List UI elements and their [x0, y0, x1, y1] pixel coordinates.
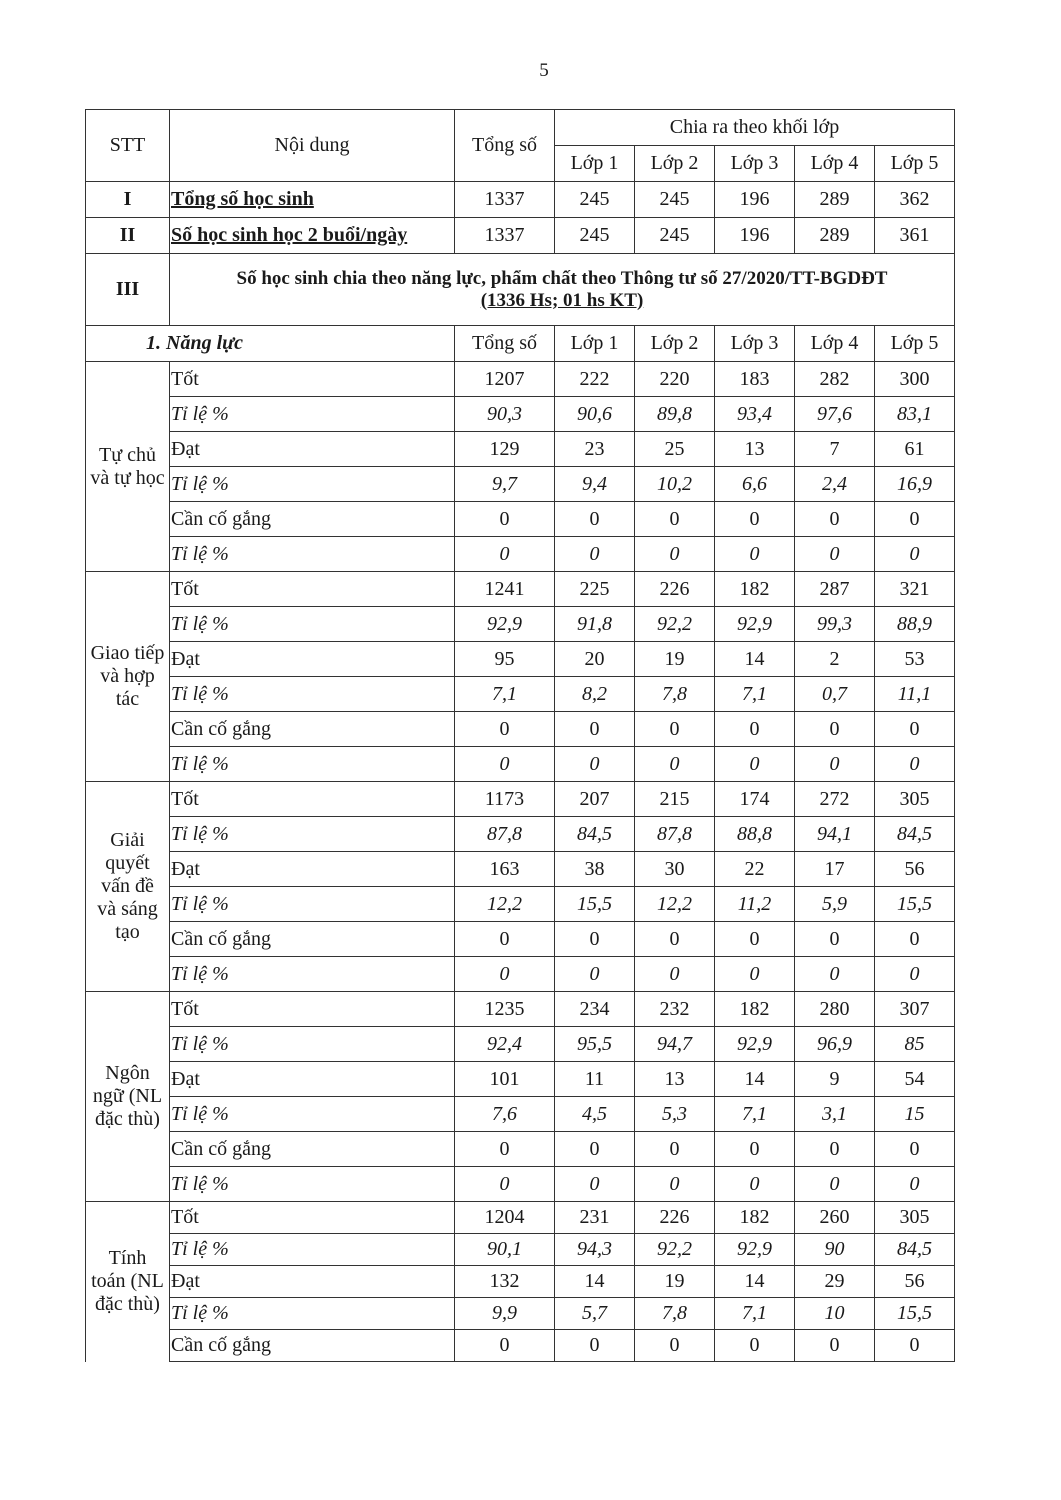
competency-row: [86, 957, 955, 992]
criterion-grade-value: 2: [795, 642, 875, 677]
competency-row: [86, 362, 955, 397]
competency-row: [86, 1234, 955, 1266]
criterion-grade-value: 0: [635, 747, 715, 782]
criterion-grade-value: 226: [635, 1202, 715, 1234]
criterion-grade-value: 7,1: [715, 677, 795, 712]
criterion-grade-value: 183: [715, 362, 795, 397]
criterion-grade-value: 0: [715, 712, 795, 747]
criterion-grade-value: 0: [875, 502, 955, 537]
criterion-grade-value: 84,5: [555, 817, 635, 852]
criterion-grade-value: 0: [635, 1167, 715, 1202]
criterion-grade-value: 53: [875, 642, 955, 677]
competency-group-name-line: Ngôn: [105, 1062, 150, 1084]
criterion-grade-value: 56: [875, 1266, 955, 1298]
criterion-grade-value: 0: [715, 502, 795, 537]
competency-group-name-line: đặc thù): [95, 1293, 160, 1316]
summary-row: [86, 182, 955, 218]
competency-row: [86, 397, 955, 432]
criterion-total: 95: [455, 642, 555, 677]
criterion-grade-value: 4,5: [555, 1097, 635, 1132]
competency-row: [86, 1266, 955, 1298]
criterion-grade-value: 61: [875, 432, 955, 467]
criterion-total: 0: [455, 1167, 555, 1202]
competency-row: [86, 1097, 955, 1132]
criterion-grade-value: 215: [635, 782, 715, 817]
competency-row: [86, 432, 955, 467]
competency-group-name-line: ngữ (NL: [92, 1085, 163, 1107]
criterion-total: 1241: [455, 572, 555, 607]
criterion-grade-value: 10,2: [635, 467, 715, 502]
competency-group-name: [86, 992, 170, 1202]
criterion-grade-value: 0: [875, 1330, 955, 1362]
criterion-label: Tốt: [170, 992, 455, 1027]
criterion-grade-value: 15: [875, 1097, 955, 1132]
criterion-grade-value: 207: [555, 782, 635, 817]
criterion-label: Tỉ lệ %: [170, 537, 455, 572]
criterion-grade-value: 0: [875, 1132, 955, 1167]
row-label: Tổng số học sinh: [170, 182, 455, 218]
section-iii-title: [170, 254, 955, 326]
criterion-grade-value: 8,2: [555, 677, 635, 712]
criterion-grade-value: 232: [635, 992, 715, 1027]
criterion-grade-value: 0: [875, 957, 955, 992]
section-iii-title-line1: Số học sinh chia theo năng lực, phẩm chất theo Thông tư số 27/2020/TT-BGDĐT: [236, 267, 888, 289]
subsection-grade-header: Lớp 1: [555, 326, 635, 362]
criterion-total: 12,2: [455, 887, 555, 922]
criterion-label: Tỉ lệ %: [170, 1027, 455, 1062]
competency-row: [86, 852, 955, 887]
criterion-label: Tỉ lệ %: [170, 467, 455, 502]
row-stt: I: [86, 182, 170, 218]
criterion-label: Tỉ lệ %: [170, 397, 455, 432]
competency-group-name-line: Tự chủ: [99, 443, 156, 466]
row-value: 245: [635, 182, 715, 218]
criterion-grade-value: 0: [715, 747, 795, 782]
criterion-grade-value: 0: [635, 537, 715, 572]
competency-group-name-line: và sáng: [97, 898, 158, 920]
criterion-total: 87,8: [455, 817, 555, 852]
competency-group-name-line: tạo: [115, 921, 140, 943]
criterion-grade-value: 12,2: [635, 887, 715, 922]
criterion-label: Cần cố gắng: [170, 1330, 455, 1362]
criterion-grade-value: 7,8: [635, 1298, 715, 1330]
criterion-grade-value: 220: [635, 362, 715, 397]
competency-row: [86, 642, 955, 677]
competency-row: [86, 747, 955, 782]
row-value: 289: [795, 218, 875, 254]
competency-row: [86, 712, 955, 747]
criterion-grade-value: 305: [875, 1202, 955, 1234]
criterion-total: 0: [455, 1132, 555, 1167]
competency-row: [86, 1062, 955, 1097]
criterion-grade-value: 5,9: [795, 887, 875, 922]
criterion-label: Tỉ lệ %: [170, 1298, 455, 1330]
criterion-grade-value: 0: [715, 1167, 795, 1202]
criterion-grade-value: 0: [555, 747, 635, 782]
competency-row: [86, 572, 955, 607]
competency-group-name-line: và tự học: [90, 466, 165, 489]
criterion-grade-value: 92,9: [715, 607, 795, 642]
criterion-grade-value: 14: [555, 1266, 635, 1298]
criterion-grade-value: 19: [635, 642, 715, 677]
criterion-grade-value: 11: [555, 1062, 635, 1097]
criterion-grade-value: 0: [555, 1330, 635, 1362]
criterion-label: Tỉ lệ %: [170, 1097, 455, 1132]
competency-group-name-line: quyết: [105, 852, 150, 874]
competency-row: [86, 1027, 955, 1062]
criterion-grade-value: 0: [795, 502, 875, 537]
criterion-grade-value: 0: [795, 712, 875, 747]
criterion-total: 1235: [455, 992, 555, 1027]
criterion-grade-value: 9,4: [555, 467, 635, 502]
competency-group-name-line: và hợp: [100, 665, 155, 687]
criterion-grade-value: 7,1: [715, 1097, 795, 1132]
criterion-grade-value: 0: [715, 957, 795, 992]
criterion-grade-value: 84,5: [875, 1234, 955, 1266]
header-grade: Lớp 5: [875, 146, 955, 182]
criterion-grade-value: 94,7: [635, 1027, 715, 1062]
criterion-grade-value: 22: [715, 852, 795, 887]
criterion-grade-value: 0: [635, 712, 715, 747]
header-row-1: [86, 110, 955, 146]
header-grade: Lớp 1: [555, 146, 635, 182]
criterion-grade-value: 90,6: [555, 397, 635, 432]
competency-group-name: [86, 362, 170, 572]
criterion-grade-value: 14: [715, 642, 795, 677]
criterion-label: Tốt: [170, 572, 455, 607]
criterion-total: 92,9: [455, 607, 555, 642]
criterion-total: 132: [455, 1266, 555, 1298]
criterion-grade-value: 0: [555, 712, 635, 747]
criterion-grade-value: 0: [875, 1167, 955, 1202]
criterion-label: Cần cố gắng: [170, 502, 455, 537]
section-iii-stt: III: [86, 254, 170, 326]
criterion-grade-value: 29: [795, 1266, 875, 1298]
criterion-grade-value: 0: [795, 957, 875, 992]
criterion-grade-value: 0: [795, 1132, 875, 1167]
header-stt: STT: [86, 110, 170, 182]
competency-row: [86, 817, 955, 852]
criterion-total: 101: [455, 1062, 555, 1097]
criterion-total: 1204: [455, 1202, 555, 1234]
criterion-grade-value: 0: [555, 1167, 635, 1202]
criterion-grade-value: 0: [635, 502, 715, 537]
criterion-grade-value: 0: [555, 1132, 635, 1167]
criterion-total: 92,4: [455, 1027, 555, 1062]
criterion-grade-value: 272: [795, 782, 875, 817]
criterion-label: Đạt: [170, 642, 455, 677]
criterion-grade-value: 9: [795, 1062, 875, 1097]
criterion-grade-value: 87,8: [635, 817, 715, 852]
criterion-label: Tỉ lệ %: [170, 887, 455, 922]
criterion-grade-value: 15,5: [555, 887, 635, 922]
criterion-grade-value: 225: [555, 572, 635, 607]
subsection-label: 1. Năng lực: [86, 326, 455, 362]
subsection-grade-header: Lớp 4: [795, 326, 875, 362]
criterion-total: 0: [455, 747, 555, 782]
criterion-grade-value: 15,5: [875, 1298, 955, 1330]
criterion-label: Đạt: [170, 1266, 455, 1298]
criterion-grade-value: 23: [555, 432, 635, 467]
competency-row: [86, 1330, 955, 1362]
subsection-grade-header: Lớp 2: [635, 326, 715, 362]
criterion-grade-value: 174: [715, 782, 795, 817]
criterion-total: 0: [455, 922, 555, 957]
criterion-grade-value: 92,9: [715, 1027, 795, 1062]
row-total: 1337: [455, 218, 555, 254]
competency-row: [86, 1202, 955, 1234]
criterion-grade-value: 182: [715, 572, 795, 607]
criterion-grade-value: 30: [635, 852, 715, 887]
criterion-grade-value: 0: [875, 747, 955, 782]
criterion-grade-value: 0: [555, 957, 635, 992]
criterion-label: Tỉ lệ %: [170, 747, 455, 782]
criterion-total: 0: [455, 957, 555, 992]
competency-group-name-line: vấn đề: [101, 875, 154, 897]
competency-row: [86, 1298, 955, 1330]
criterion-grade-value: 226: [635, 572, 715, 607]
criterion-grade-value: 89,8: [635, 397, 715, 432]
header-grade: Lớp 2: [635, 146, 715, 182]
criterion-grade-value: 0: [715, 1132, 795, 1167]
criterion-grade-value: 95,5: [555, 1027, 635, 1062]
row-total: 1337: [455, 182, 555, 218]
criterion-grade-value: 6,6: [715, 467, 795, 502]
criterion-grade-value: 231: [555, 1202, 635, 1234]
criterion-grade-value: 90: [795, 1234, 875, 1266]
criterion-grade-value: 93,4: [715, 397, 795, 432]
row-value: 245: [555, 182, 635, 218]
criterion-grade-value: 56: [875, 852, 955, 887]
criterion-grade-value: 14: [715, 1266, 795, 1298]
row-label: Số học sinh học 2 buổi/ngày: [170, 218, 455, 254]
criterion-grade-value: 13: [635, 1062, 715, 1097]
criterion-grade-value: 94,3: [555, 1234, 635, 1266]
criterion-grade-value: 0: [875, 922, 955, 957]
criterion-grade-value: 94,1: [795, 817, 875, 852]
criterion-label: Tốt: [170, 1202, 455, 1234]
criterion-label: Tốt: [170, 782, 455, 817]
criterion-grade-value: 3,1: [795, 1097, 875, 1132]
criterion-grade-value: 0: [795, 1330, 875, 1362]
criterion-grade-value: 11,2: [715, 887, 795, 922]
competency-row: [86, 992, 955, 1027]
criterion-total: 7,6: [455, 1097, 555, 1132]
subsection-grade-header: Lớp 5: [875, 326, 955, 362]
criterion-grade-value: 0: [795, 1167, 875, 1202]
criterion-grade-value: 88,9: [875, 607, 955, 642]
criterion-label: Tỉ lệ %: [170, 957, 455, 992]
row-value: 196: [715, 182, 795, 218]
criterion-total: 1207: [455, 362, 555, 397]
competency-group-name: [86, 572, 170, 782]
header-total: Tổng số: [455, 110, 555, 182]
criterion-grade-value: 85: [875, 1027, 955, 1062]
statistics-table: [85, 109, 955, 1362]
subsection-total-header: Tổng số: [455, 326, 555, 362]
criterion-label: Tỉ lệ %: [170, 1167, 455, 1202]
criterion-grade-value: 300: [875, 362, 955, 397]
criterion-label: Tỉ lệ %: [170, 607, 455, 642]
header-grade: Lớp 3: [715, 146, 795, 182]
criterion-label: Tỉ lệ %: [170, 677, 455, 712]
competency-row: [86, 1132, 955, 1167]
criterion-label: Đạt: [170, 1062, 455, 1097]
criterion-total: 0: [455, 1330, 555, 1362]
criterion-grade-value: 7,1: [715, 1298, 795, 1330]
criterion-grade-value: 234: [555, 992, 635, 1027]
criterion-grade-value: 0: [715, 537, 795, 572]
competency-row: [86, 1167, 955, 1202]
competency-group-name: [86, 782, 170, 992]
criterion-grade-value: 0: [555, 502, 635, 537]
criterion-grade-value: 14: [715, 1062, 795, 1097]
criterion-grade-value: 92,9: [715, 1234, 795, 1266]
criterion-grade-value: 92,2: [635, 607, 715, 642]
criterion-grade-value: 92,2: [635, 1234, 715, 1266]
criterion-grade-value: 307: [875, 992, 955, 1027]
criterion-grade-value: 99,3: [795, 607, 875, 642]
competency-group-name-line: Tính: [108, 1247, 147, 1270]
criterion-grade-value: 16,9: [875, 467, 955, 502]
criterion-grade-value: 5,3: [635, 1097, 715, 1132]
criterion-grade-value: 0: [555, 537, 635, 572]
criterion-grade-value: 88,8: [715, 817, 795, 852]
criterion-grade-value: 305: [875, 782, 955, 817]
criterion-label: Tốt: [170, 362, 455, 397]
criterion-label: Đạt: [170, 432, 455, 467]
row-value: 289: [795, 182, 875, 218]
row-value: 245: [555, 218, 635, 254]
criterion-total: 163: [455, 852, 555, 887]
criterion-grade-value: 0: [795, 537, 875, 572]
criterion-grade-value: 7,8: [635, 677, 715, 712]
criterion-total: 129: [455, 432, 555, 467]
criterion-label: Cần cố gắng: [170, 712, 455, 747]
criterion-total: 0: [455, 502, 555, 537]
criterion-grade-value: 17: [795, 852, 875, 887]
row-value: 245: [635, 218, 715, 254]
header-grade: Lớp 4: [795, 146, 875, 182]
criterion-grade-value: 0: [795, 747, 875, 782]
row-value: 362: [875, 182, 955, 218]
criterion-grade-value: 20: [555, 642, 635, 677]
subsection-grade-header: Lớp 3: [715, 326, 795, 362]
criterion-grade-value: 0: [875, 712, 955, 747]
competency-group-name: [86, 1202, 170, 1362]
competency-row: [86, 607, 955, 642]
criterion-grade-value: 11,1: [875, 677, 955, 712]
criterion-label: Đạt: [170, 852, 455, 887]
competency-row: [86, 537, 955, 572]
criterion-grade-value: 13: [715, 432, 795, 467]
criterion-grade-value: 0: [715, 922, 795, 957]
criterion-grade-value: 10: [795, 1298, 875, 1330]
criterion-grade-value: 15,5: [875, 887, 955, 922]
criterion-total: 1173: [455, 782, 555, 817]
row-stt: II: [86, 218, 170, 254]
header-content: Nội dung: [170, 110, 455, 182]
criterion-grade-value: 0: [635, 957, 715, 992]
criterion-grade-value: 0,7: [795, 677, 875, 712]
criterion-grade-value: 0: [795, 922, 875, 957]
competency-row: [86, 502, 955, 537]
criterion-grade-value: 96,9: [795, 1027, 875, 1062]
row-value: 361: [875, 218, 955, 254]
criterion-total: 7,1: [455, 677, 555, 712]
competency-group-name-line: toán (NL: [91, 1270, 164, 1293]
criterion-grade-value: 25: [635, 432, 715, 467]
section-iii-row: [86, 254, 955, 326]
criterion-grade-value: 19: [635, 1266, 715, 1298]
criterion-grade-value: 0: [555, 922, 635, 957]
criterion-grade-value: 7: [795, 432, 875, 467]
competency-group-name-line: Giải: [110, 829, 145, 851]
competency-row: [86, 467, 955, 502]
criterion-grade-value: 84,5: [875, 817, 955, 852]
competency-row: [86, 922, 955, 957]
competency-group-name-line: Giao tiếp: [90, 642, 165, 664]
subsection-header-row: [86, 326, 955, 362]
criterion-grade-value: 282: [795, 362, 875, 397]
criterion-grade-value: 38: [555, 852, 635, 887]
criterion-grade-value: 0: [715, 1330, 795, 1362]
row-value: 196: [715, 218, 795, 254]
criterion-grade-value: 182: [715, 992, 795, 1027]
criterion-grade-value: 287: [795, 572, 875, 607]
header-split-by-grade: Chia ra theo khối lớp: [555, 110, 955, 146]
criterion-total: 0: [455, 712, 555, 747]
competency-row: [86, 782, 955, 817]
competency-group-name-line: tác: [115, 688, 140, 710]
criterion-grade-value: 83,1: [875, 397, 955, 432]
criterion-grade-value: 54: [875, 1062, 955, 1097]
criterion-total: 9,7: [455, 467, 555, 502]
criterion-total: 9,9: [455, 1298, 555, 1330]
criterion-label: Tỉ lệ %: [170, 817, 455, 852]
criterion-grade-value: 182: [715, 1202, 795, 1234]
criterion-grade-value: 280: [795, 992, 875, 1027]
criterion-grade-value: 0: [635, 922, 715, 957]
summary-row: [86, 218, 955, 254]
section-iii-title-line2: (1336 Hs; 01 hs KT): [480, 289, 644, 311]
competency-row: [86, 677, 955, 712]
page-number: 5: [539, 60, 549, 81]
criterion-grade-value: 5,7: [555, 1298, 635, 1330]
criterion-label: Tỉ lệ %: [170, 1234, 455, 1266]
criterion-total: 90,1: [455, 1234, 555, 1266]
criterion-total: 0: [455, 537, 555, 572]
competency-group-name-line: đặc thù): [95, 1108, 160, 1130]
criterion-label: Cần cố gắng: [170, 1132, 455, 1167]
criterion-grade-value: 91,8: [555, 607, 635, 642]
criterion-grade-value: 2,4: [795, 467, 875, 502]
criterion-grade-value: 97,6: [795, 397, 875, 432]
criterion-grade-value: 0: [635, 1330, 715, 1362]
criterion-grade-value: 321: [875, 572, 955, 607]
criterion-label: Cần cố gắng: [170, 922, 455, 957]
competency-row: [86, 887, 955, 922]
criterion-grade-value: 0: [635, 1132, 715, 1167]
criterion-grade-value: 222: [555, 362, 635, 397]
criterion-grade-value: 260: [795, 1202, 875, 1234]
criterion-total: 90,3: [455, 397, 555, 432]
criterion-grade-value: 0: [875, 537, 955, 572]
